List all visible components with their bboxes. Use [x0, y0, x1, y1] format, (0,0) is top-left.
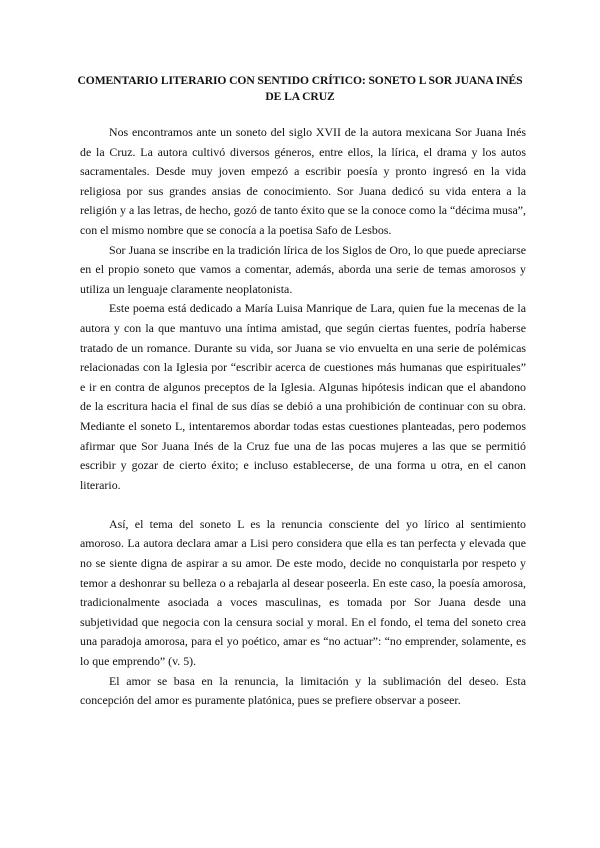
document-title: COMENTARIO LITERARIO CON SENTIDO CRÍTICO: SONETO L SOR JUANA INÉS DE LA CRUZ: [77, 74, 523, 103]
document-body: [80, 123, 526, 711]
paragraph: Este poema está dedicado a María Luisa Manrique de Lara, quien fue la mecenas de la autora y con la que mantuvo una íntima amistad, que según ciertas fuentes, podría haberse tratado de un romance. Durante su vida, sor Juana se vio envuelta en una serie de polémicas relacionadas con la Iglesia por “escribir acerca de cuestiones más humanas que espirituales” e ir en contra de algunos preceptos de la Iglesia. Algunas hipótesis indican que el abandono de la escritura hacia el final de sus días se debió a una prohibición de continuar con su obra. Mediante el soneto L, intentaremos abordar todas estas cuestiones planteadas, pero podemos afirmar que Sor Juana Inés de la Cruz fue una de las pocas mujeres a las que se permitió escribir y gozar de cierto éxito; e incluso establecerse, de una forma u otra, en el canon literario.: [80, 301, 526, 492]
paragraph: El amor se basa en la renuncia, la limitación y la sublimación del deseo. Esta concepción del amor es puramente platónica, pues se prefiere observar a poseer.: [80, 673, 526, 708]
paragraph: Sor Juana se inscribe en la tradición lírica de los Siglos de Oro, lo que puede apreciarse en el propio soneto que vamos a comentar, además, aborda una serie de temas amorosos y utiliza un lenguaje claramente neoplatonista.: [80, 242, 526, 296]
paragraph: Así, el tema del soneto L es la renuncia consciente del yo lírico al sentimiento amoroso. La autora declara amar a Lisi pero considera que ella es tan perfecta y elevada que no se siente digna de aspirar a su amor. De este modo, decide no conquistarla por respeto y temor a deshonrar su belleza o a rebajarla al desear poseerla. En este caso, la poesía amorosa, tradicionalmente asociada a voces masculinas, es tomada por Sor Juana desde una subjetividad que negocia con la censura social y moral. En el fondo, el tema del soneto crea una paradoja amorosa, para el yo poético, amar es “no actuar”: “no emprender, solamente, es lo que emprendo” (v. 5).: [80, 516, 526, 669]
paragraph: Nos encontramos ante un soneto del siglo XVII de la autora mexicana Sor Juana Inés de la Cruz. La autora cultivó diversos géneros, entre ellos, la lírica, el drama y los autos sacramentales. Desde muy joven empezó a escribir poesía y pronto ingresó en la vida religiosa por sus grandes ansias de conocimiento. Sor Juana dedicó su vida entera a la religión y a las letras, de hecho, gozó de tanto éxito que se la conoce como la “décima musa”, con el mismo nombre que se conocía a la poetisa Safo de Lesbos.: [80, 125, 526, 237]
